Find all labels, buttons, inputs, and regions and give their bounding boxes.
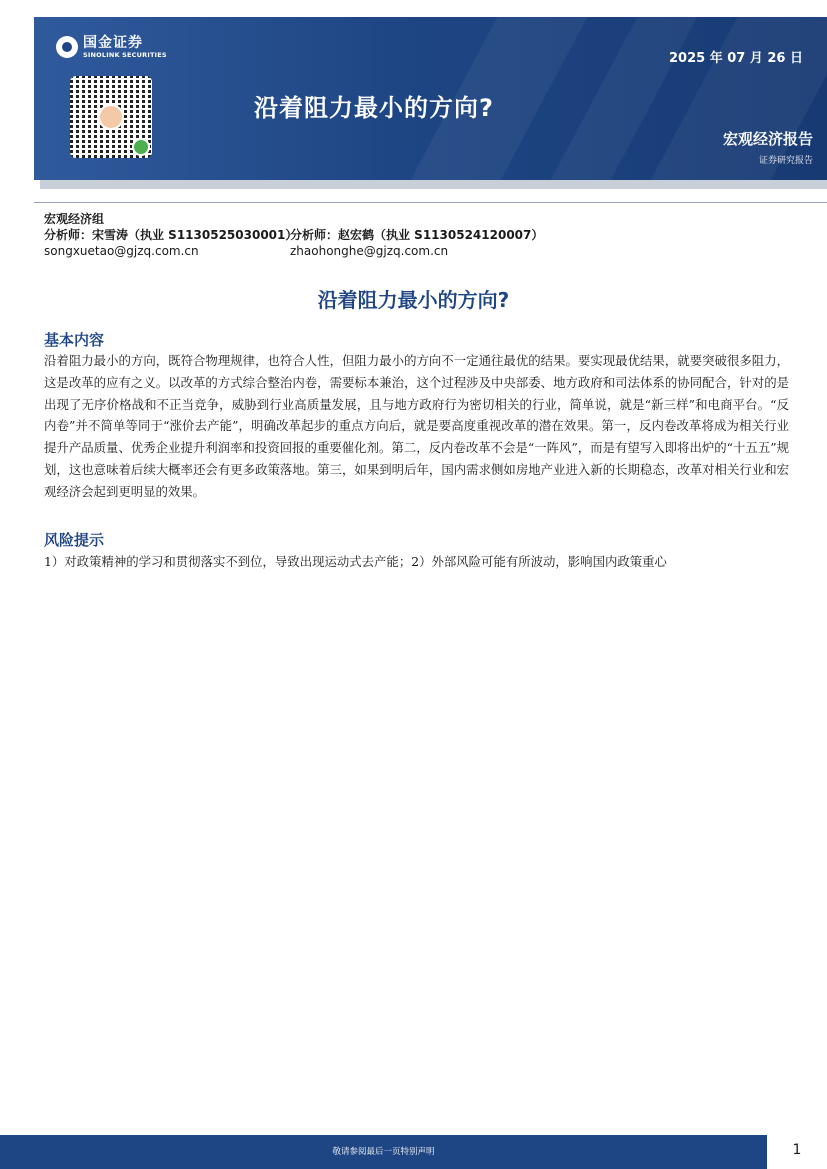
logo-en: SINOLINK SECURITIES	[83, 51, 167, 59]
footer-disclaimer: 敬请参阅最后一页特别声明	[332, 1147, 435, 1157]
report-date: 2025 年 07 月 26 日	[669, 51, 803, 66]
analyst-email: zhaohonghe@gjzq.com.cn	[290, 244, 449, 258]
document-title: 沿着阻力最小的方向?	[317, 288, 510, 312]
analyst-email: songxuetao@gjzq.com.cn	[44, 244, 199, 258]
analyst-group: 宏观经济组	[44, 212, 105, 226]
qr-code-icon	[70, 76, 152, 158]
company-logo	[56, 36, 167, 59]
section-body-basic: 沿着阻力最小的方向，既符合物理规律，也符合人性，但阻力最小的方向不一定通往最优的结果。要实现最优结果，就要突破很多阻力，这是改革的应有之义。以改革的方式综合整治内卷，需要标本兼治，这个过程涉及中央部委、地方政府和司法体系的协同配合，针对的是出现了无序价格战和不正当竞争，威胁到行业高质量发展，且与地方政府行为密切相关的行业，简单说，就是“新三样”和电商平台。“反内卷”并不简单等同于“涨价去产能”，明确改革起步的重点方向后，就是要高度重视改革的潜在效果。第一，反内卷改革将成为相关行业提升产品质量、优秀企业提升利润率和投资回报的重要催化剂。第二，反内卷改革不会是“一阵风”，而是有望写入即将出炉的“十五五”规划，这也意味着后续大概率还会有更多政策落地。第三，如果到明后年，国内需求侧如房地产业进入新的长期稳态，改革对相关行业和宏观经济会起到更明显的效果。	[44, 353, 789, 499]
logo-cn: 国金证券	[83, 35, 143, 51]
analyst-2	[290, 227, 543, 259]
report-type: 宏观经济报告	[722, 130, 813, 148]
divider	[34, 202, 827, 203]
analyst-1	[44, 227, 297, 259]
analyst-label: 分析师：宋雪涛（执业 S1130525030001）	[44, 228, 298, 242]
report-subtype: 证券研究报告	[758, 156, 813, 166]
logo-mark-icon	[56, 36, 78, 58]
analyst-label: 分析师：赵宏鹤（执业 S1130524120007）	[290, 228, 544, 242]
banner-title: 沿着阻力最小的方向?	[254, 94, 494, 122]
page-number: 1	[792, 1142, 802, 1158]
qr-center-logo	[98, 104, 124, 130]
section-body-risk: 1）对政策精神的学习和贯彻落实不到位，导致出现运动式去产能；2）外部风险可能有所波动，影响国内政策重心	[44, 554, 667, 569]
wechat-badge-icon	[132, 138, 150, 156]
section-heading-risk: 风险提示	[44, 531, 105, 549]
section-heading-basic: 基本内容	[44, 331, 105, 349]
analyst-block	[44, 211, 544, 258]
